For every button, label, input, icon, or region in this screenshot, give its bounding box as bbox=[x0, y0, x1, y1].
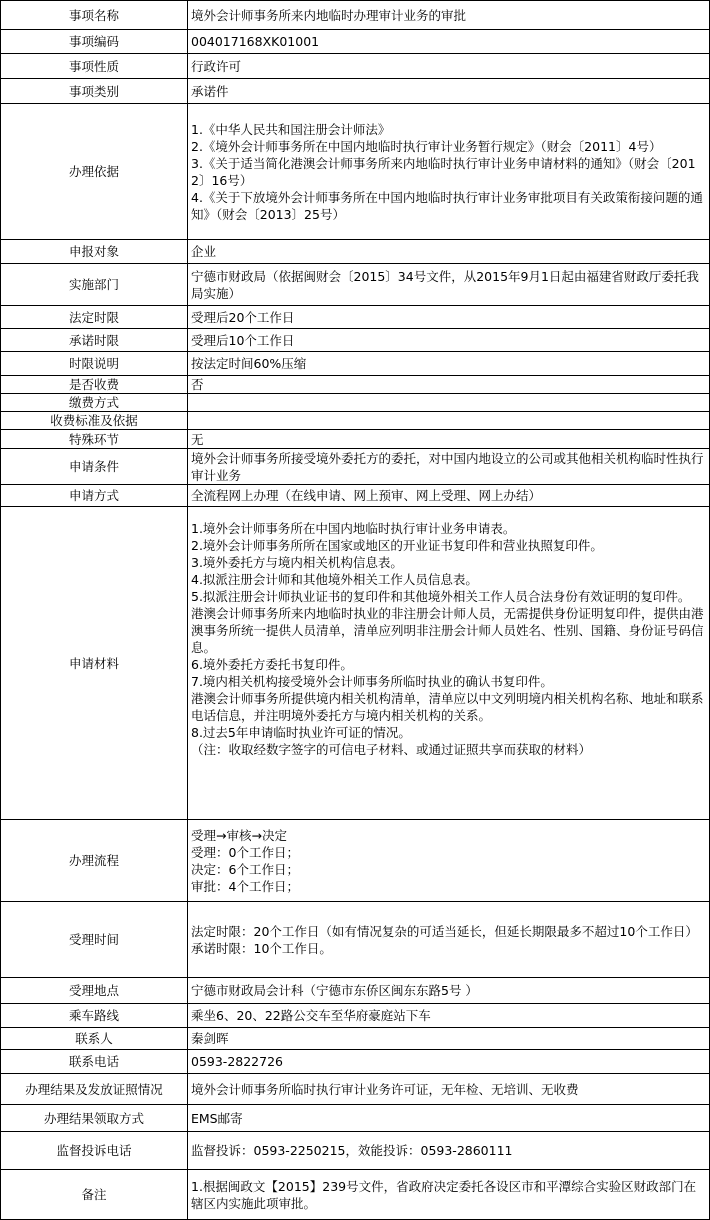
table-row bbox=[1, 485, 710, 507]
table-row bbox=[1, 264, 710, 306]
table-row bbox=[1, 449, 710, 485]
table-row bbox=[1, 79, 710, 104]
row-value: 004017168XK01001 bbox=[188, 30, 710, 54]
table-row bbox=[1, 104, 710, 240]
table-row bbox=[1, 1050, 710, 1074]
basis-line: 4.《关于下放境外会计师事务所在中国内地临时执行审计业务审批项目有关政策衔接问题的通知》（财会〔2013〕25号） bbox=[191, 189, 703, 222]
row-label: 联系人 bbox=[1, 1028, 188, 1050]
table-row bbox=[1, 1105, 710, 1132]
material-line: 4.拟派注册会计师和其他境外相关工作人员信息表。 bbox=[191, 572, 478, 587]
row-label: 办理流程 bbox=[1, 820, 188, 902]
row-value: 秦剑晖 bbox=[188, 1028, 710, 1050]
basis-line: 3.《关于适当简化港澳会计师事务所来内地临时执行审计业务申请材料的通知》（财会〔2012〕16号） bbox=[191, 155, 696, 188]
row-value bbox=[188, 412, 710, 430]
table-row bbox=[1, 978, 710, 1004]
material-line: （注：收取经数字签字的可信电子材料、或通过证照共享而获取的材料） bbox=[191, 742, 592, 757]
row-value: 按法定时间60%压缩 bbox=[188, 352, 710, 376]
table-row bbox=[1, 329, 710, 352]
material-line: 1.境外会计师事务所在中国内地临时执行审计业务申请表。 bbox=[191, 521, 516, 536]
material-line: 5.拟派注册会计师执业证书的复印件和其他境外相关工作人员合法身份有效证明的复印件。 bbox=[191, 589, 691, 604]
row-value: 监督投诉：0593-2250215，效能投诉：0593-2860111 bbox=[188, 1132, 710, 1170]
row-value: 境外会计师事务所来内地临时办理审计业务的审批 bbox=[188, 1, 710, 30]
table-row bbox=[1, 1, 710, 30]
row-label: 事项类别 bbox=[1, 79, 188, 104]
table-row bbox=[1, 240, 710, 264]
row-label: 时限说明 bbox=[1, 352, 188, 376]
row-label: 实施部门 bbox=[1, 264, 188, 306]
table-row bbox=[1, 820, 710, 902]
row-label: 申请条件 bbox=[1, 449, 188, 485]
row-label: 受理时间 bbox=[1, 902, 188, 978]
row-value: 境外会计师事务所临时执行审计业务许可证，无年检、无培训、无收费 bbox=[188, 1074, 710, 1105]
process-line: 受理→审核→决定 bbox=[191, 827, 287, 843]
time-line: 承诺时限：10个工作日。 bbox=[191, 940, 332, 956]
row-value: 行政许可 bbox=[188, 54, 710, 79]
table-row bbox=[1, 1004, 710, 1028]
material-line: 7.境内相关机构接受境外会计师事务所临时执业的确认书复印件。 bbox=[191, 674, 553, 689]
time-line: 法定时限：20个工作日（如有情况复杂的可适当延长，但延长期限最多不超过10个工作日） bbox=[191, 923, 698, 939]
table-row bbox=[1, 1028, 710, 1050]
row-label: 申报对象 bbox=[1, 240, 188, 264]
table-row bbox=[1, 1074, 710, 1105]
row-label: 联系电话 bbox=[1, 1050, 188, 1074]
row-value bbox=[188, 507, 710, 820]
table-row bbox=[1, 430, 710, 449]
row-label: 收费标准及依据 bbox=[1, 412, 188, 430]
row-value: 宁德市财政局（依据闽财会〔2015〕34号文件，从2015年9月1日起由福建省财政厅委托我局实施） bbox=[188, 264, 710, 306]
row-label: 办理结果领取方式 bbox=[1, 1105, 188, 1132]
table-row bbox=[1, 394, 710, 412]
material-line: 3.境外委托方与境内相关机构信息表。 bbox=[191, 555, 403, 570]
material-line: 港澳会计师事务所提供境内相关机构清单，清单应以中文列明境内相关机构名称、地址和联系电话信息，并注明境外委托方与境内相关机构的关系。 bbox=[191, 691, 704, 723]
row-value bbox=[188, 104, 710, 240]
material-line: 6.境外委托方委托书复印件。 bbox=[191, 657, 353, 672]
row-value: 宁德市财政局会计科（宁德市东侨区闽东东路5号 ） bbox=[188, 978, 710, 1004]
table-row bbox=[1, 54, 710, 79]
row-label: 申请方式 bbox=[1, 485, 188, 507]
row-label: 办理依据 bbox=[1, 104, 188, 240]
table-row bbox=[1, 306, 710, 329]
row-value: EMS邮寄 bbox=[188, 1105, 710, 1132]
row-label: 办理结果及发放证照情况 bbox=[1, 1074, 188, 1105]
row-value: 全流程网上办理（在线申请、网上预审、网上受理、网上办结） bbox=[188, 485, 710, 507]
row-value: 受理后10个工作日 bbox=[188, 329, 710, 352]
row-value: 乘坐6、20、22路公交车至华府豪庭站下车 bbox=[188, 1004, 710, 1028]
row-label: 是否收费 bbox=[1, 376, 188, 394]
row-label: 乘车路线 bbox=[1, 1004, 188, 1028]
row-value bbox=[188, 820, 710, 902]
row-value: 承诺件 bbox=[188, 79, 710, 104]
material-line: 港澳会计师事务所来内地临时执业的非注册会计师人员，无需提供身份证明复印件，提供由港澳事务所统一提供人员清单，清单应列明非注册会计师人员姓名、性别、国籍、身份证号码信息。 bbox=[191, 606, 704, 655]
row-label: 申请材料 bbox=[1, 507, 188, 820]
basis-line: 1.《中华人民共和国注册会计师法》 bbox=[191, 121, 391, 137]
row-value: 境外会计师事务所接受境外委托方的委托，对中国内地设立的公司或其他相关机构临时性执行审计业务 bbox=[188, 449, 710, 485]
row-value bbox=[188, 394, 710, 412]
row-value: 企业 bbox=[188, 240, 710, 264]
row-label: 受理地点 bbox=[1, 978, 188, 1004]
row-label: 特殊环节 bbox=[1, 430, 188, 449]
table-row bbox=[1, 902, 710, 978]
row-value: 1.根据闽政文【2015】239号文件，省政府决定委托各设区市和平潭综合实验区财政部门在辖区内实施此项审批。 bbox=[188, 1170, 710, 1220]
row-label: 事项编码 bbox=[1, 30, 188, 54]
row-label: 备注 bbox=[1, 1170, 188, 1220]
table-row bbox=[1, 412, 710, 430]
row-value: 0593-2822726 bbox=[188, 1050, 710, 1074]
row-label: 监督投诉电话 bbox=[1, 1132, 188, 1170]
row-value bbox=[188, 902, 710, 978]
row-value: 否 bbox=[188, 376, 710, 394]
row-label: 事项性质 bbox=[1, 54, 188, 79]
process-line: 决定：6个工作日； bbox=[191, 861, 299, 877]
row-value: 受理后20个工作日 bbox=[188, 306, 710, 329]
row-label: 缴费方式 bbox=[1, 394, 188, 412]
process-line: 审批：4个工作日； bbox=[191, 878, 299, 894]
table-row bbox=[1, 376, 710, 394]
material-line: 2.境外会计师事务所所在国家或地区的开业证书复印件和营业执照复印件。 bbox=[191, 538, 603, 553]
table-row bbox=[1, 30, 710, 54]
table-row bbox=[1, 1132, 710, 1170]
basis-line: 2.《境外会计师事务所在中国内地临时执行审计业务暂行规定》（财会〔2011〕4号） bbox=[191, 138, 662, 154]
table-row bbox=[1, 1170, 710, 1220]
row-value: 无 bbox=[188, 430, 710, 449]
process-line: 受理：0个工作日； bbox=[191, 844, 299, 860]
table-row bbox=[1, 352, 710, 376]
row-label: 承诺时限 bbox=[1, 329, 188, 352]
row-label: 法定时限 bbox=[1, 306, 188, 329]
row-label: 事项名称 bbox=[1, 1, 188, 30]
table-row bbox=[1, 507, 710, 820]
material-line: 8.过去5年申请临时执业许可证的情况。 bbox=[191, 725, 411, 740]
